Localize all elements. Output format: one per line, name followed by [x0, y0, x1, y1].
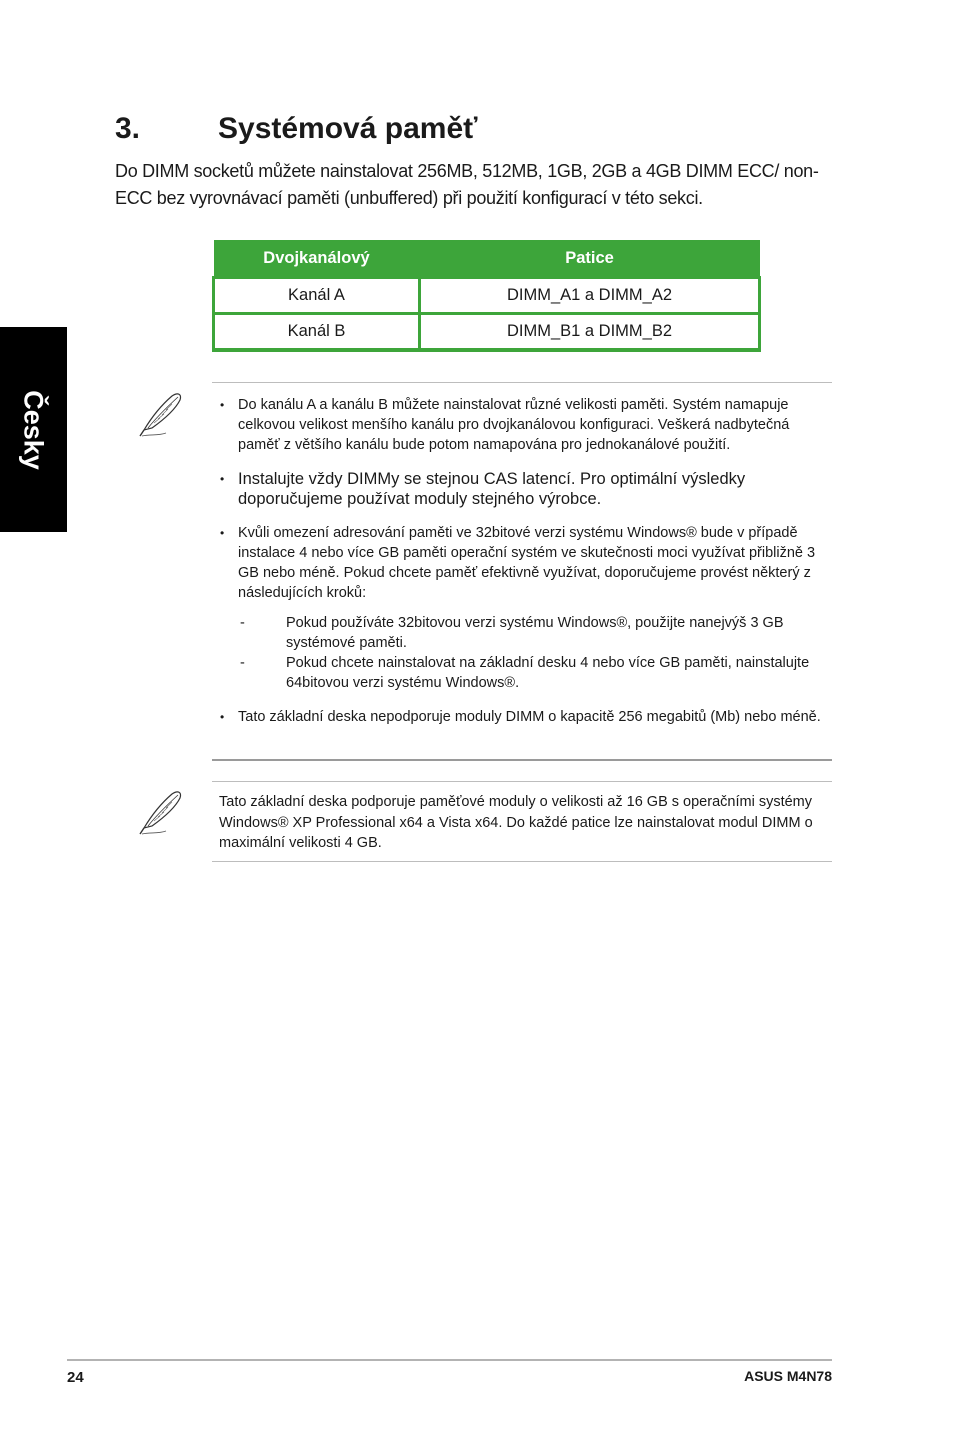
section-title — [115, 112, 478, 146]
note2-divider-top — [212, 781, 832, 782]
table-cell-sockets: DIMM_B1 a DIMM_B2 — [420, 314, 760, 351]
note2-divider-bottom — [212, 861, 832, 862]
note-pen-icon — [136, 390, 186, 440]
note-divider-top — [212, 382, 832, 383]
table-row — [214, 314, 760, 351]
table-row — [214, 278, 760, 314]
list-item-text: Kvůli omezení adresování paměti ve 32bitové verzi systému Windows® bude v případě instalace 4 nebo více GB paměti operační systém ve skutečnosti moci využívat přibližně 3 GB nebo méně. Pokud chcete paměť efektivně využívat, doporučujeme provést některý z následujících kroků: — [238, 525, 816, 601]
list-item: • Instalujte vždy DIMMy se stejnou CAS latencí. Pro optimální výsledky doporučujeme používat moduly stejného výrobce. — [220, 469, 832, 509]
table-header-sockets: Patice — [420, 240, 760, 278]
sub-list-item: - Pokud chcete nainstalovat na základní desku 4 nebo více GB paměti, nainstalujte 64bitovou verzi systému Windows®. — [238, 653, 832, 693]
table-header-channel: Dvojkanálový — [214, 240, 420, 278]
list-item — [220, 523, 832, 693]
table-header-row — [214, 240, 760, 278]
section-number: 3. — [115, 112, 141, 145]
intro-paragraph: Do DIMM socketů můžete nainstalovat 256MB, 512MB, 1GB, 2GB a 4GB DIMM ECC/ non-ECC bez vyrovnávací paměti (unbuffered) při použití konfigurací v této sekci. — [115, 161, 819, 208]
memory-channel-table — [212, 240, 761, 352]
section-title-text: Systémová paměť — [218, 112, 478, 145]
language-tab-label: Česky — [18, 390, 49, 470]
note-divider-bottom — [212, 759, 832, 761]
sub-list-item: - Pokud používáte 32bitovou verzi systému Windows®, použijte nanejvýš 3 GB systémové paměti. — [238, 613, 832, 653]
list-item: • Tato základní deska nepodporuje moduly DIMM o kapacitě 256 megabitů (Mb) nebo méně. — [220, 707, 832, 727]
table-cell-channel: Kanál A — [214, 278, 420, 314]
product-name: ASUS M4N78 — [744, 1368, 832, 1384]
note-pen-icon — [136, 788, 186, 838]
table-cell-channel: Kanál B — [214, 314, 420, 351]
memory-support-note: Tato základní deska podporuje paměťové moduly o velikosti až 16 GB s operačními systémy Windows® XP Professional x64 a Vista x64. Do každé patice lze nainstalovat modul DIMM o maximální velikosti 4 GB. — [219, 794, 813, 851]
page-number: 24 — [67, 1369, 84, 1386]
language-side-tab — [0, 327, 67, 532]
notes-list — [220, 395, 832, 741]
sub-list — [238, 613, 832, 693]
list-item: • Do kanálu A a kanálu B můžete nainstalovat různé velikosti paměti. Systém namapuje celkovou velikost menšího kanálu pro dvojkanálovou konfiguraci. Veškerá nadbytečná paměť z většího kanálu bude potom namapována pro jednokanálové použití. — [220, 395, 832, 455]
footer-divider — [67, 1359, 832, 1361]
table-cell-sockets: DIMM_A1 a DIMM_A2 — [420, 278, 760, 314]
